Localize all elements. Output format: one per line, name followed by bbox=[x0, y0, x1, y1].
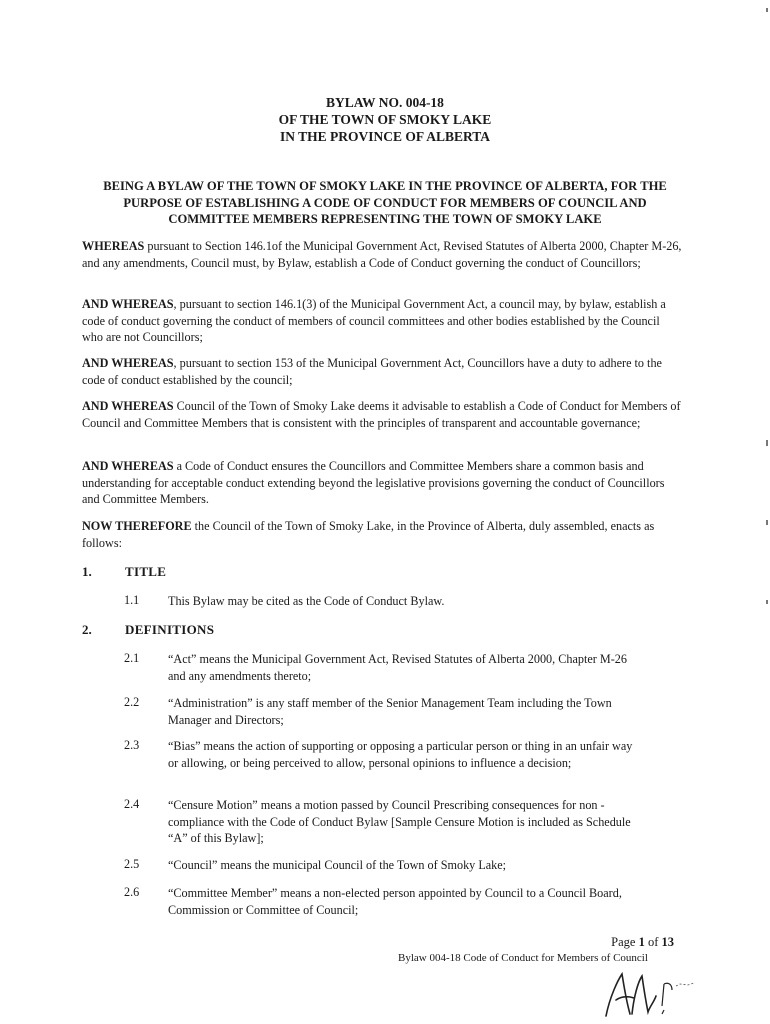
item-text: This Bylaw may be cited as the Code of Conduct Bylaw. bbox=[168, 594, 445, 608]
recital-3 bbox=[82, 355, 682, 388]
item-number: 2.3 bbox=[124, 738, 140, 752]
recital-text: the Council of the Town of Smoky Lake, in the Province of Alberta, duly assembled, enacts as follows: bbox=[82, 519, 655, 550]
recital-5 bbox=[82, 458, 682, 508]
item-number: 2.6 bbox=[124, 885, 140, 899]
header-line-3: IN THE PROVINCE OF ALBERTA bbox=[279, 129, 491, 144]
section-number: 1. bbox=[82, 564, 92, 579]
recital-lead: AND WHEREAS bbox=[82, 459, 174, 473]
header-line-2: OF THE TOWN OF SMOKY LAKE bbox=[278, 112, 492, 127]
page-prefix: Page bbox=[611, 935, 639, 949]
recital-lead: AND WHEREAS bbox=[82, 297, 174, 311]
page-number bbox=[611, 935, 674, 950]
signature-initials bbox=[588, 966, 708, 1022]
scan-edge-mark bbox=[766, 8, 768, 12]
item-text: “Censure Motion” means a motion passed by Council Prescribing consequences for non - compliance with the Code of Conduct Bylaw [Sample Censure Motion is included as Schedule “A” of this Bylaw]; bbox=[168, 798, 631, 845]
scan-edge-mark bbox=[766, 600, 768, 604]
recital-text: , pursuant to section 153 of the Municipal Government Act, Councillors have a duty to adhere to the code of conduct established by the council; bbox=[82, 356, 662, 387]
item-text: “Committee Member” means a non-elected person appointed by Council to a Council Board, Commission or Committee of Council; bbox=[168, 886, 622, 917]
item-text: “Bias” means the action of supporting or opposing a particular person or thing in an unfair way or allowing, or being perceived to allow, personal opinions to influence a decision; bbox=[168, 739, 633, 770]
item-number: 2.5 bbox=[124, 857, 140, 871]
section-title: DEFINITIONS bbox=[125, 622, 215, 637]
scan-edge-mark bbox=[766, 440, 768, 446]
header-line-1: BYLAW NO. 004-18 bbox=[326, 95, 444, 110]
bylaw-header bbox=[0, 94, 770, 145]
page-separator: of bbox=[644, 935, 662, 949]
footer-reference: Bylaw 004-18 Code of Conduct for Members of Council bbox=[398, 952, 648, 964]
item-number: 2.4 bbox=[124, 797, 140, 811]
recital-lead: AND WHEREAS bbox=[82, 356, 174, 370]
item-number: 2.2 bbox=[124, 695, 140, 709]
recital-text: pursuant to Section 146.1of the Municipal Government Act, Revised Statutes of Alberta 2000, Chapter M-26, and any amendments, Council must, by Bylaw, establish a Code of Conduct governing the conduct of Councillors; bbox=[82, 239, 682, 270]
recital-4 bbox=[82, 398, 682, 431]
section-number: 2. bbox=[82, 622, 92, 637]
recital-text: a Code of Conduct ensures the Councillors and Committee Members share a common basis and understanding for acceptable conduct extending beyond the legislative provisions governing the conduct of Councillors and Committee Members. bbox=[82, 459, 665, 506]
recital-2 bbox=[82, 296, 682, 346]
scan-edge-mark bbox=[766, 520, 768, 525]
recital-1 bbox=[82, 238, 682, 271]
item-number: 2.1 bbox=[124, 651, 140, 665]
section-title: TITLE bbox=[125, 564, 167, 579]
page-current: 1 bbox=[638, 935, 645, 949]
recital-6 bbox=[82, 518, 682, 551]
item-text: “Act” means the Municipal Government Act, Revised Statutes of Alberta 2000, Chapter M-26 and any amendments thereto; bbox=[168, 652, 627, 683]
item-number: 1.1 bbox=[124, 593, 140, 607]
bylaw-purpose: BEING A BYLAW OF THE TOWN OF SMOKY LAKE IN THE PROVINCE OF ALBERTA, FOR THE PURPOSE OF ESTABLISHING A CODE OF CONDUCT FOR MEMBERS OF COUNCIL AND COMMITTEE MEMBERS REPRESENTING THE TOWN OF SMOKY LAKE bbox=[103, 179, 667, 226]
recital-lead: NOW THEREFORE bbox=[82, 519, 192, 533]
recital-lead: WHEREAS bbox=[82, 239, 145, 253]
page-total: 13 bbox=[661, 935, 674, 949]
recital-lead: AND WHEREAS bbox=[82, 399, 174, 413]
recital-text: Council of the Town of Smoky Lake deems it advisable to establish a Code of Conduct for Members of Council and Committee Members that is consistent with the principles of transparent and accountable governance; bbox=[82, 399, 681, 430]
recital-text: , pursuant to section 146.1(3) of the Municipal Government Act, a council may, by bylaw, establish a code of conduct governing the conduct of members of council committees and other bodies established by the Council who are not Councillors; bbox=[82, 297, 666, 344]
item-text: “Administration” is any staff member of the Senior Management Team including the Town Manager and Directors; bbox=[168, 696, 612, 727]
item-text: “Council” means the municipal Council of the Town of Smoky Lake; bbox=[168, 858, 507, 872]
